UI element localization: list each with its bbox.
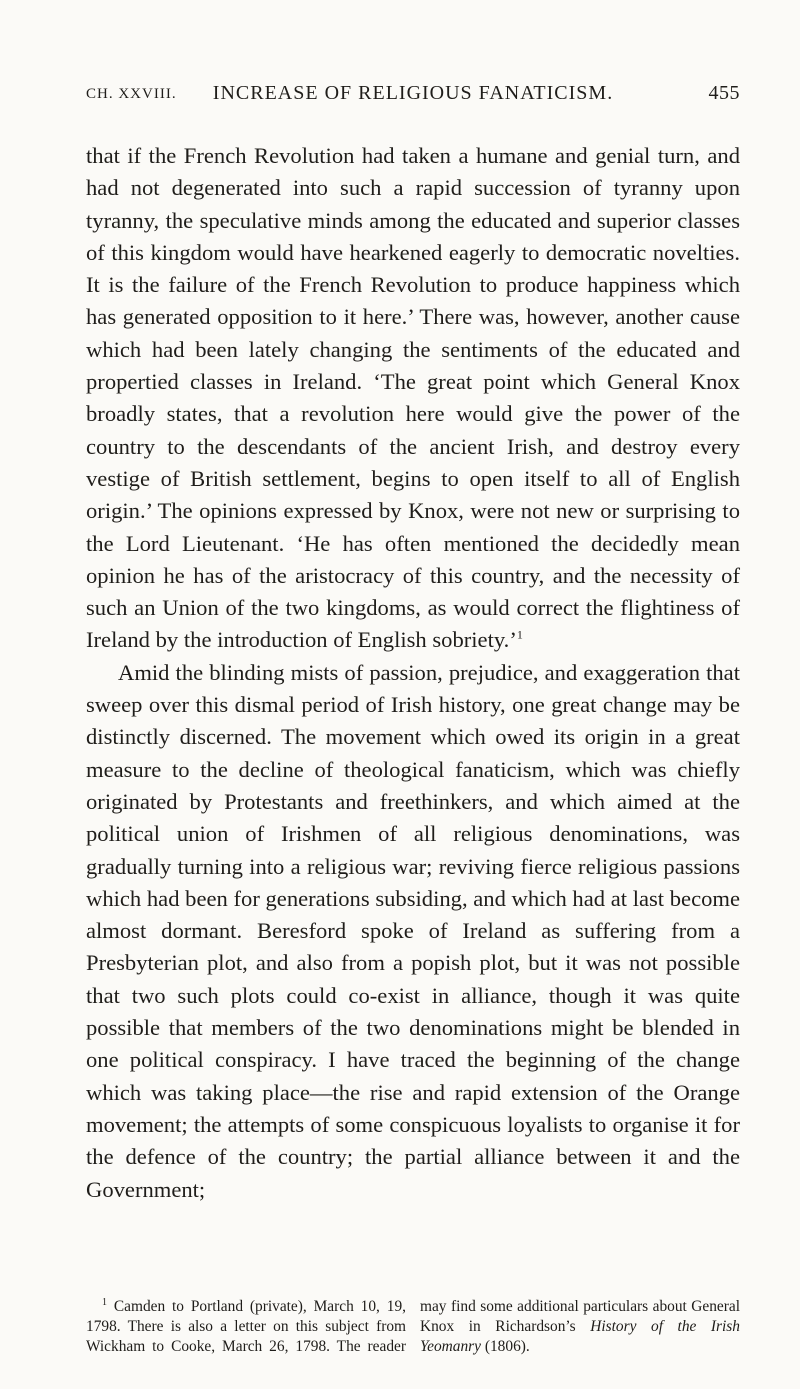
running-header: [86, 82, 740, 112]
paragraph-2-text: Amid the blinding mists of passion, prejudice, and exaggeration that sweep over this dismal period of Irish history, one great change may be distinctly discerned. The movement which owed its origin in a great measure to the decline of theological fanaticism, which was chiefly originated by Protestants and freethinkers, and which aimed at the political union of Irishmen of all religious denominations, was gradually turning into a religious war; reviving fierce religious passions which had been for generations subsiding, and which had at last become almost dormant. Beresford spoke of Ireland as suffering from a Presbyterian plot, and also from a popish plot, but it was not possible that two such plots could co-exist in alliance, though it was quite possible that members of the two denominations might be blended in one political conspiracy. I have traced the beginning of the change which was taking place—the rise and rapid extension of the Orange movement; the attempts of some conspicuous loyalists to organise it for the defence of the country; the partial alliance between it and the Government;: [86, 659, 740, 1202]
paragraph-2: [86, 657, 740, 1206]
page-number: 455: [708, 82, 740, 104]
footnote-ref[interactable]: 1: [516, 627, 523, 642]
footnote-book-title: History of the Irish Yeomanry: [420, 1318, 740, 1355]
paragraph-1: [86, 140, 740, 657]
footnotes: [86, 1297, 740, 1357]
footnote-year: (1806).: [484, 1338, 530, 1355]
footnote-1: [86, 1297, 740, 1357]
paragraph-1-text: that if the French Revolution had taken a humane and genial turn, and had not degenerated into such a rapid succession of tyranny upon tyranny, the speculative minds among the educated and superior classes of this kingdom would have hearkened eagerly to democratic novelties. It is the failure of the French Revolution to produce happiness which has generated opposition to it here.’ There was, however, another cause which had been lately changing the sentiments of the educated and propertied classes in Ireland. ‘The great point which General Knox broadly states, that a revolution here would give the power of the country to the descendants of the ancient Irish, and destroy every vestige of British settlement, begins to open itself to all of English origin.’ The opinions expressed by Knox, were not new or surprising to the Lord Lieutenant. ‘He has often mentioned the decidedly mean opinion he has of the aristocracy of this country, and the necessity of such an Union of the two kingdoms, as would correct the flightiness of Ireland by the introduction of English sobriety.’: [86, 143, 740, 653]
chapter-label: CH. XXVIII.: [86, 86, 177, 102]
main-text: [86, 140, 740, 1206]
running-title: INCREASE OF RELIGIOUS FANATICISM.: [212, 82, 614, 104]
footnote-marker: 1: [102, 1296, 107, 1308]
footnote-text: Camden to Portland (private), March 10, 19, 1798. There is also a letter on this subject from Wickham to Cooke, March 26, 1798. The reader may find some additional particulars about General Knox in Richardson’s: [86, 1298, 740, 1355]
